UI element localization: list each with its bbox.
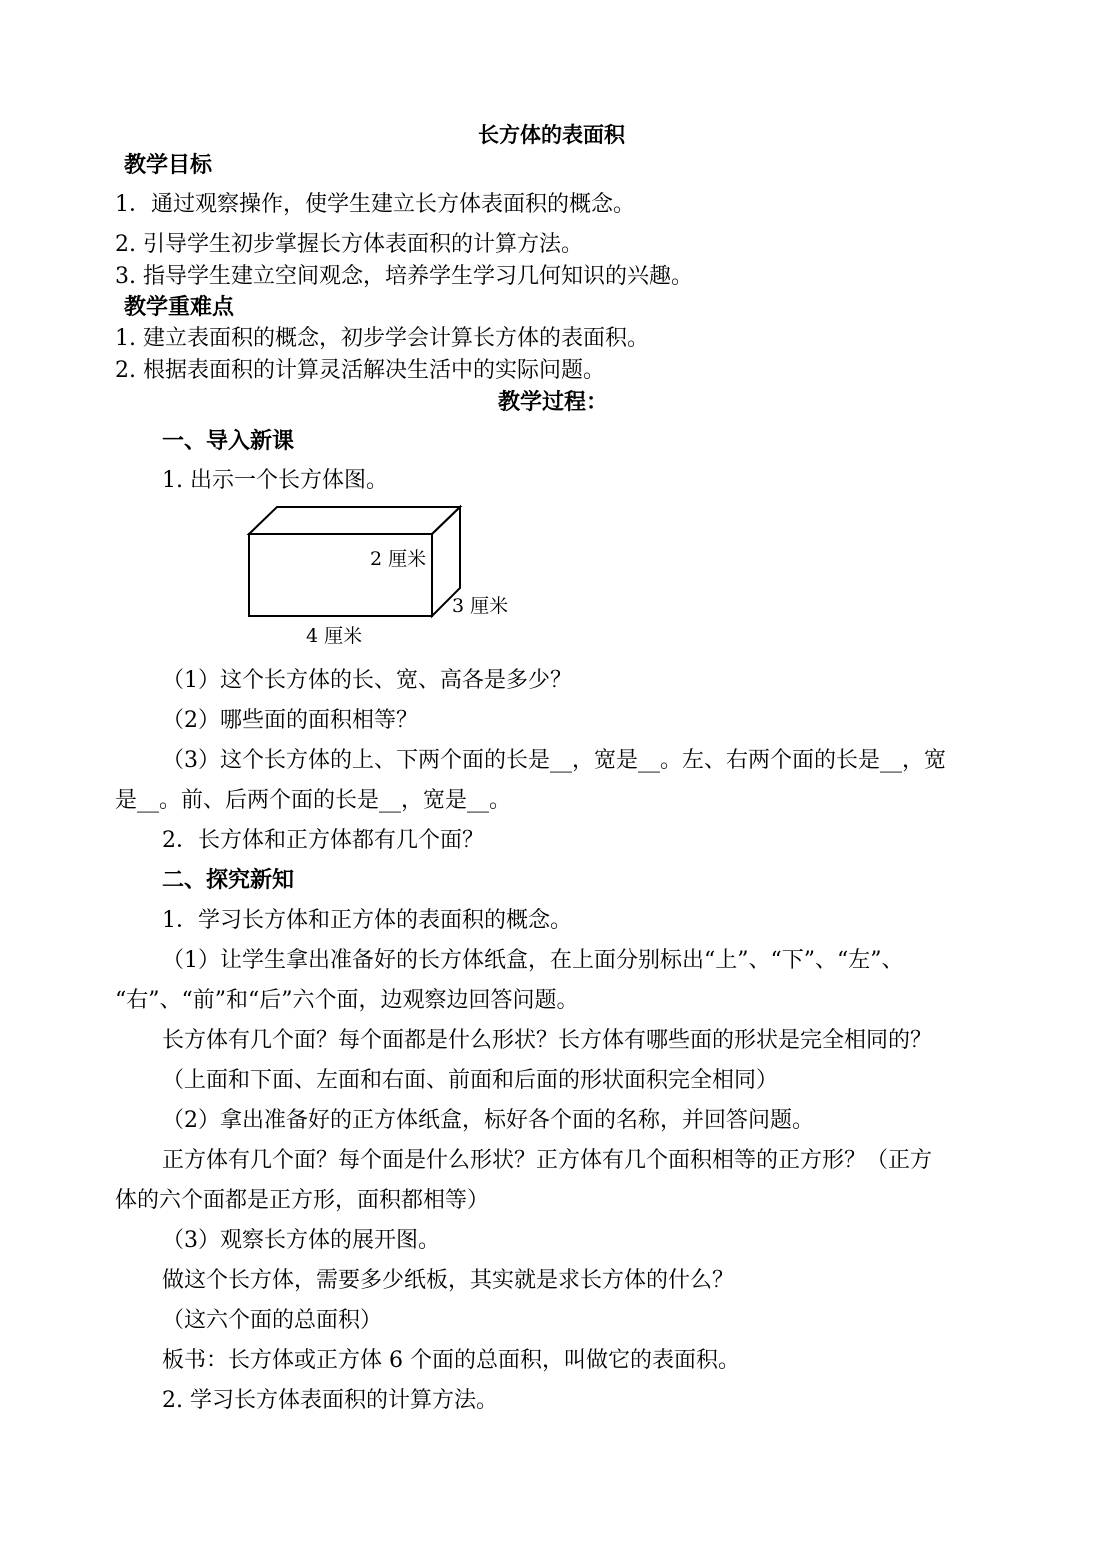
- objectives-heading: 教学目标: [124, 153, 213, 178]
- key-point-item-1: 1. 建立表面积的概念，初步学会计算长方体的表面积。: [115, 326, 649, 351]
- section2-paragraph7: 做这个长方体，需要多少纸板，其实就是求长方体的什么？: [162, 1268, 735, 1293]
- figure-width-label: 3 厘米: [452, 595, 509, 617]
- section2-paragraph4: （2）拿出准备好的正方体纸盒，标好各个面的名称，并回答问题。: [162, 1108, 814, 1133]
- key-points-heading: 教学重难点: [124, 295, 235, 320]
- figure-length-label: 4 厘米: [306, 625, 363, 647]
- section1-question3-line2: 是__。前、后两个面的长是__，宽是__。: [115, 788, 512, 813]
- page-title: 长方体的表面积: [478, 123, 625, 147]
- section2-heading: 二、探究新知: [162, 868, 295, 893]
- section2-paragraph8: （这六个面的总面积）: [162, 1308, 383, 1333]
- section2-paragraph1-line1: （1）让学生拿出准备好的长方体纸盒，在上面分别标出“上”、“下”、“左”、: [162, 948, 904, 973]
- section1-question2: （2）哪些面的面积相等？: [162, 708, 418, 733]
- section2-item2: 2. 学习长方体表面积的计算方法。: [162, 1388, 498, 1413]
- key-point-item-2: 2. 根据表面积的计算灵活解决生活中的实际问题。: [115, 358, 605, 383]
- section2-item1: 1．学习长方体和正方体的表面积的概念。: [162, 908, 572, 933]
- section2-paragraph5-line1: 正方体有几个面？每个面是什么形状？正方体有几个面积相等的正方形？（正方: [162, 1148, 933, 1173]
- section1-item2: 2．长方体和正方体都有几个面？: [162, 828, 484, 853]
- cuboid-figure: [240, 500, 520, 650]
- objective-item-1: 1．通过观察操作，使学生建立长方体表面积的概念。: [115, 192, 635, 217]
- section2-paragraph5-line2: 体的六个面都是正方形，面积都相等）: [115, 1188, 490, 1213]
- section1-question3-line1: （3）这个长方体的上、下两个面的长是__，宽是__。左、右两个面的长是__，宽: [162, 748, 946, 773]
- objective-item-3: 3. 指导学生建立空间观念，培养学生学习几何知识的兴趣。: [115, 264, 693, 289]
- section2-paragraph2: 长方体有几个面？每个面都是什么形状？长方体有哪些面的形状是完全相同的？: [162, 1028, 933, 1053]
- section1-question1: （1）这个长方体的长、宽、高各是多少？: [162, 668, 572, 693]
- section1-item1: 1. 出示一个长方体图。: [162, 468, 388, 493]
- section2-paragraph3: （上面和下面、左面和右面、前面和后面的形状面积完全相同）: [162, 1068, 779, 1093]
- cuboid-top-face: [249, 507, 460, 534]
- section2-paragraph6: （3）观察长方体的展开图。: [162, 1228, 440, 1253]
- figure-height-label: 2 厘米: [370, 548, 427, 570]
- process-heading: 教学过程：: [498, 390, 609, 415]
- section2-paragraph1-line2: “右”、“前”和“后”六个面，边观察边回答问题。: [115, 988, 579, 1013]
- section2-paragraph9: 板书：长方体或正方体 6 个面的总面积，叫做它的表面积。: [162, 1348, 740, 1373]
- objective-item-2: 2. 引导学生初步掌握长方体表面积的计算方法。: [115, 232, 583, 257]
- section1-heading: 一、导入新课: [162, 429, 295, 454]
